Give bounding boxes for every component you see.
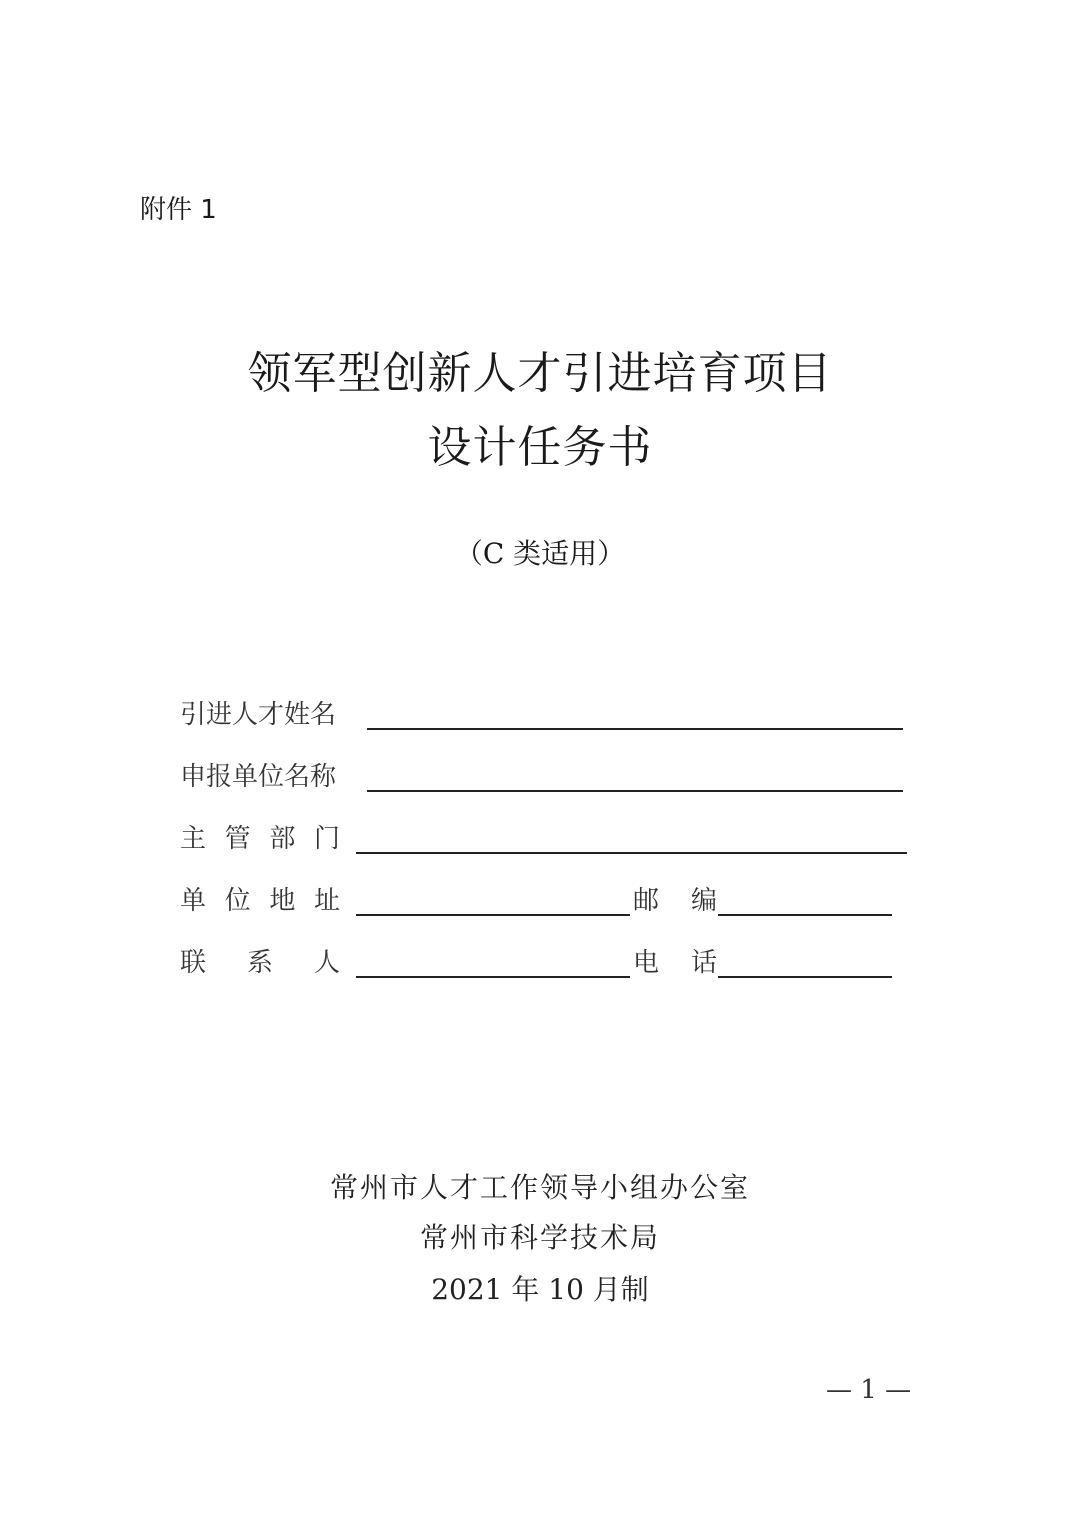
phone-input[interactable] [718, 976, 892, 978]
contact-person-label: 联 系 人 [180, 948, 340, 978]
contact-person-input[interactable] [356, 976, 630, 978]
supervisor-dept-input[interactable] [356, 852, 907, 854]
issuing-org-2: 常州市科学技术局 [419, 1221, 660, 1254]
document-subtitle-title: 设计任务书 [427, 422, 653, 473]
talent-name-label: 引进人才姓名 [180, 700, 337, 730]
talent-name-input[interactable] [367, 728, 903, 730]
applicant-unit-label: 申报单位名称 [180, 762, 337, 792]
unit-address-input[interactable] [356, 914, 630, 916]
attachment-label: 附件 1 [140, 195, 217, 225]
category-note: （C 类适用） [454, 537, 626, 570]
applicant-unit-input[interactable] [367, 790, 903, 792]
phone-label: 电 话 [633, 948, 717, 978]
document-title: 领军型创新人才引进培育项目 [247, 348, 833, 399]
postcode-label: 邮 编 [633, 886, 717, 916]
page-number: — 1 — [826, 1375, 912, 1405]
unit-address-label: 单 位 地 址 [180, 886, 340, 916]
postcode-input[interactable] [718, 914, 892, 916]
issuing-org-1: 常州市人才工作领导小组办公室 [329, 1171, 750, 1204]
supervisor-dept-label: 主 管 部 门 [180, 824, 340, 854]
issue-date: 2021 年 10 月制 [431, 1273, 649, 1306]
